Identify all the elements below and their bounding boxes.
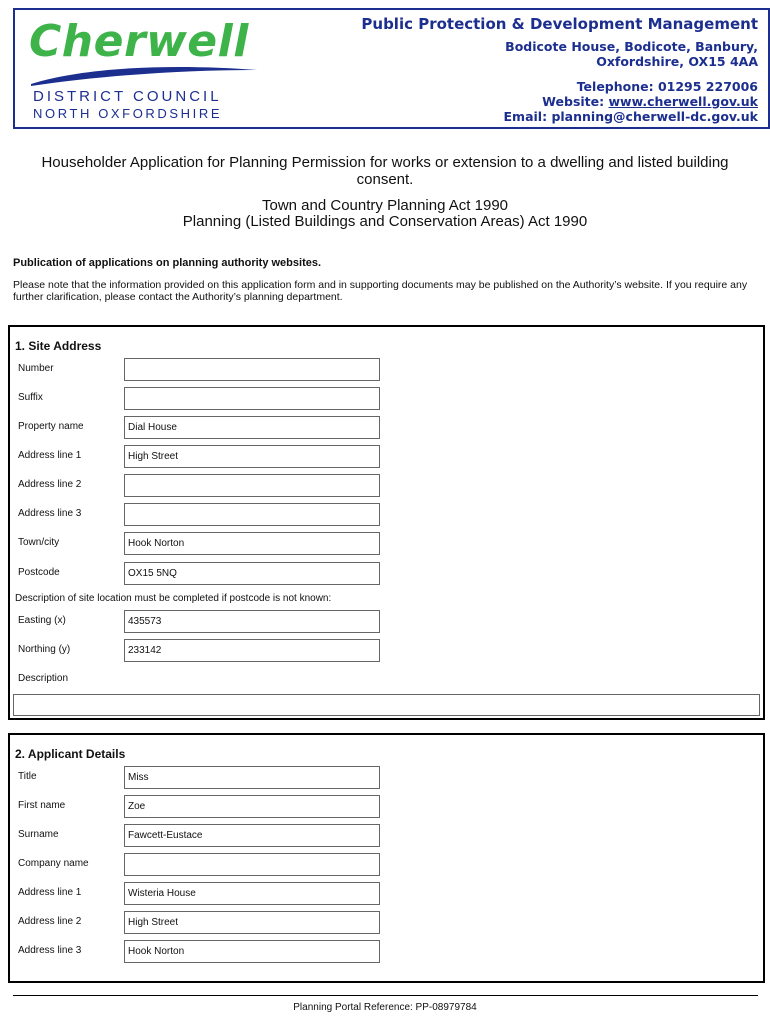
publication-notice: Please note that the information provided on this application form and in supporting documents may be published on the Authority’s website. If you require any further clarification, please contact the Authority’s planning department.: [13, 279, 748, 303]
telephone-line: Telephone: 01295 227006: [576, 79, 758, 94]
town-city-field[interactable]: Hook Norton: [124, 532, 380, 555]
suffix-field[interactable]: [124, 387, 380, 410]
field-label: Title: [18, 771, 37, 782]
field-label: Suffix: [18, 392, 43, 403]
legislation-acts: [20, 198, 750, 230]
field-label: Northing (y): [18, 644, 71, 655]
applicant-details-section: [8, 733, 765, 983]
portal-reference: Planning Portal Reference: PP-08979784: [293, 1002, 477, 1013]
address-line-2-field[interactable]: [124, 474, 380, 497]
letterhead: [13, 8, 770, 129]
address-line-1-field[interactable]: High Street: [124, 445, 380, 468]
field-label: Address line 3: [18, 508, 82, 519]
website-link[interactable]: www.cherwell.gov.uk: [608, 94, 758, 109]
telephone-number: 01295 227006: [657, 79, 758, 94]
northing-field[interactable]: 233142: [124, 639, 380, 662]
address-line-2: Oxfordshire, OX15 4AA: [596, 54, 758, 69]
applicant-address-line-3-field[interactable]: Hook Norton: [124, 940, 380, 963]
title-field[interactable]: Miss: [124, 766, 380, 789]
publication-heading: Publication of applications on planning authority websites.: [13, 257, 322, 269]
field-label: Surname: [18, 829, 59, 840]
field-label: Postcode: [18, 567, 60, 578]
contact-block: [361, 14, 758, 124]
council-region: NORTH OXFORDSHIRE: [33, 106, 223, 121]
council-name: DISTRICT COUNCIL: [33, 88, 222, 105]
field-label: Description: [18, 673, 69, 684]
section-title: 1. Site Address: [15, 339, 102, 353]
field-label: Address line 1: [18, 450, 82, 461]
field-label: Company name: [18, 858, 89, 869]
act-1: Town and Country Planning Act 1990: [262, 197, 508, 214]
applicant-address-line-2-field[interactable]: High Street: [124, 911, 380, 934]
field-label: Address line 3: [18, 945, 82, 956]
field-label: First name: [18, 800, 66, 811]
logo-swoosh-icon: [29, 62, 259, 88]
field-label: Easting (x): [18, 615, 66, 626]
field-label: Number: [18, 363, 54, 374]
field-label: Property name: [18, 421, 84, 432]
field-label: Address line 2: [18, 916, 82, 927]
field-label: Address line 2: [18, 479, 82, 490]
number-field[interactable]: [124, 358, 380, 381]
postcode-field[interactable]: OX15 5NQ: [124, 562, 380, 585]
email-line: Email: planning@cherwell-dc.gov.uk: [503, 109, 758, 124]
council-logo-wordmark: Cherwell: [29, 16, 249, 67]
address-line-3-field[interactable]: [124, 503, 380, 526]
section-title: 2. Applicant Details: [15, 747, 126, 761]
website-line: Website: www.cherwell.gov.uk: [542, 94, 758, 109]
description-field[interactable]: [13, 694, 760, 716]
act-2: Planning (Listed Buildings and Conservation Areas) Act 1990: [182, 213, 588, 230]
first-name-field[interactable]: Zoe: [124, 795, 380, 818]
company-name-field[interactable]: [124, 853, 380, 876]
footer-divider: [13, 995, 758, 996]
applicant-address-line-1-field[interactable]: Wisteria House: [124, 882, 380, 905]
property-name-field[interactable]: Dial House: [124, 416, 380, 439]
field-label: Town/city: [18, 537, 60, 548]
department-name: Public Protection & Development Management: [361, 15, 758, 33]
form-title: Householder Application for Planning Permission for works or extension to a dwelling and listed building consent.: [41, 154, 729, 188]
surname-field[interactable]: Fawcett-Eustace: [124, 824, 380, 847]
email-link[interactable]: planning@cherwell-dc.gov.uk: [551, 109, 758, 124]
address-line-1: Bodicote House, Bodicote, Banbury,: [505, 39, 758, 54]
site-address-section: [8, 325, 765, 720]
easting-field[interactable]: 435573: [124, 610, 380, 633]
location-note: Description of site location must be completed if postcode is not known:: [15, 593, 332, 604]
field-label: Address line 1: [18, 887, 82, 898]
